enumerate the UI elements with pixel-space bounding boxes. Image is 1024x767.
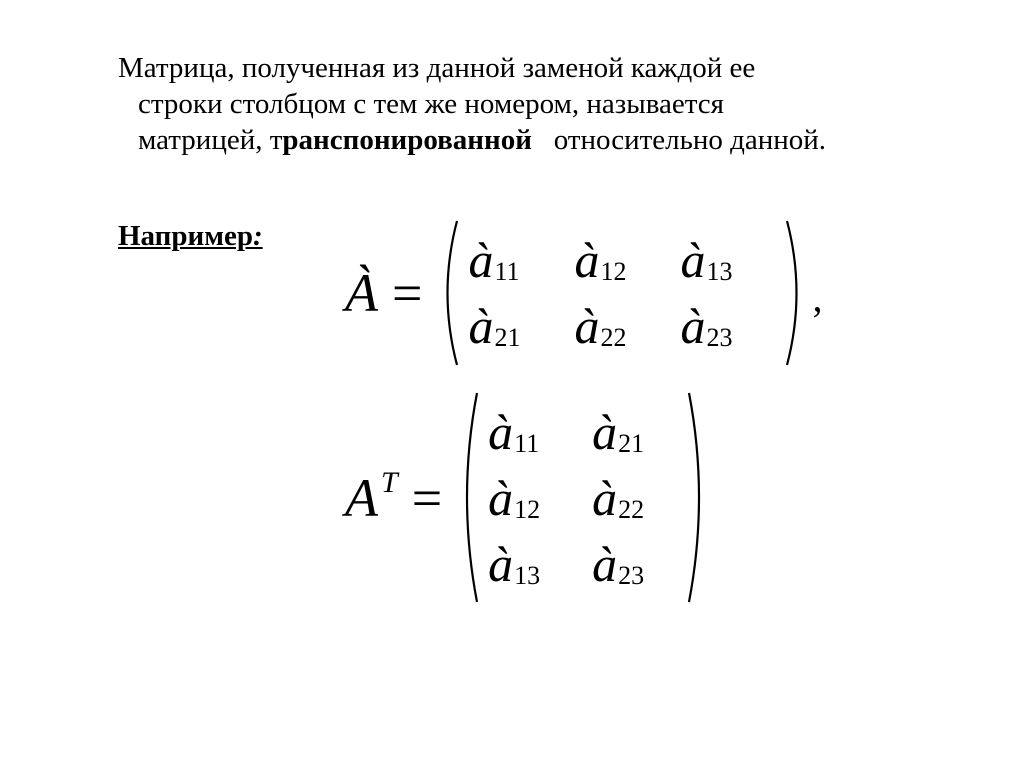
matrix-entry: à $_{21}$: [592, 403, 645, 460]
transposed-term: ранспонированной: [282, 124, 532, 156]
example-label-text: Например: [118, 220, 253, 252]
definition-line-3: [118, 122, 998, 158]
matrix-entry: à $_{12}$: [574, 232, 627, 288]
matrix-at-symbol: A $^T$: [345, 465, 398, 528]
matrix-a-entries: [460, 218, 784, 368]
matrix-entry: à $_{13}$: [488, 535, 541, 592]
example-label: [118, 220, 263, 253]
definition-line-1: Матрица, полученная из данной заменой каждой ее: [118, 52, 756, 84]
matrix-entry: à $_{22}$: [574, 298, 627, 354]
matrix-at-entries: [480, 390, 686, 605]
left-paren-icon: [456, 390, 480, 605]
matrix-entry: à $_{23}$: [680, 298, 733, 354]
trailing-comma: ,: [812, 274, 823, 320]
transpose-superscript: T: [381, 465, 398, 499]
matrix-entry: à $_{22}$: [592, 469, 645, 526]
matrix-a: [436, 218, 808, 368]
formula-matrix-a: [345, 218, 822, 368]
matrix-entry: à $_{23}$: [592, 535, 645, 592]
equals-sign: =: [411, 467, 443, 528]
definition-line-3-start: матрицей, т: [138, 124, 283, 156]
matrix-a-symbol: À: [345, 263, 378, 323]
matrix-entry: à $_{21}$: [468, 298, 521, 354]
definition-line-2: строки столбцом с тем же номером, называется: [138, 88, 724, 120]
formula-matrix-a-transposed: [345, 390, 710, 605]
right-paren-icon: [686, 390, 710, 605]
right-paren-icon: [784, 218, 808, 368]
left-paren-icon: [436, 218, 460, 368]
example-label-colon: :: [252, 220, 263, 252]
matrix-at: [456, 390, 710, 605]
equals-sign: =: [392, 263, 423, 323]
matrix-entry: à $_{12}$: [488, 469, 541, 526]
matrix-entry: à $_{13}$: [680, 232, 733, 288]
matrix-entry: à $_{11}$: [468, 232, 520, 288]
definition-paragraph: [118, 50, 998, 158]
matrix-entry: à $_{11}$: [488, 403, 540, 460]
definition-line-3-end: относительно данной.: [531, 124, 827, 156]
